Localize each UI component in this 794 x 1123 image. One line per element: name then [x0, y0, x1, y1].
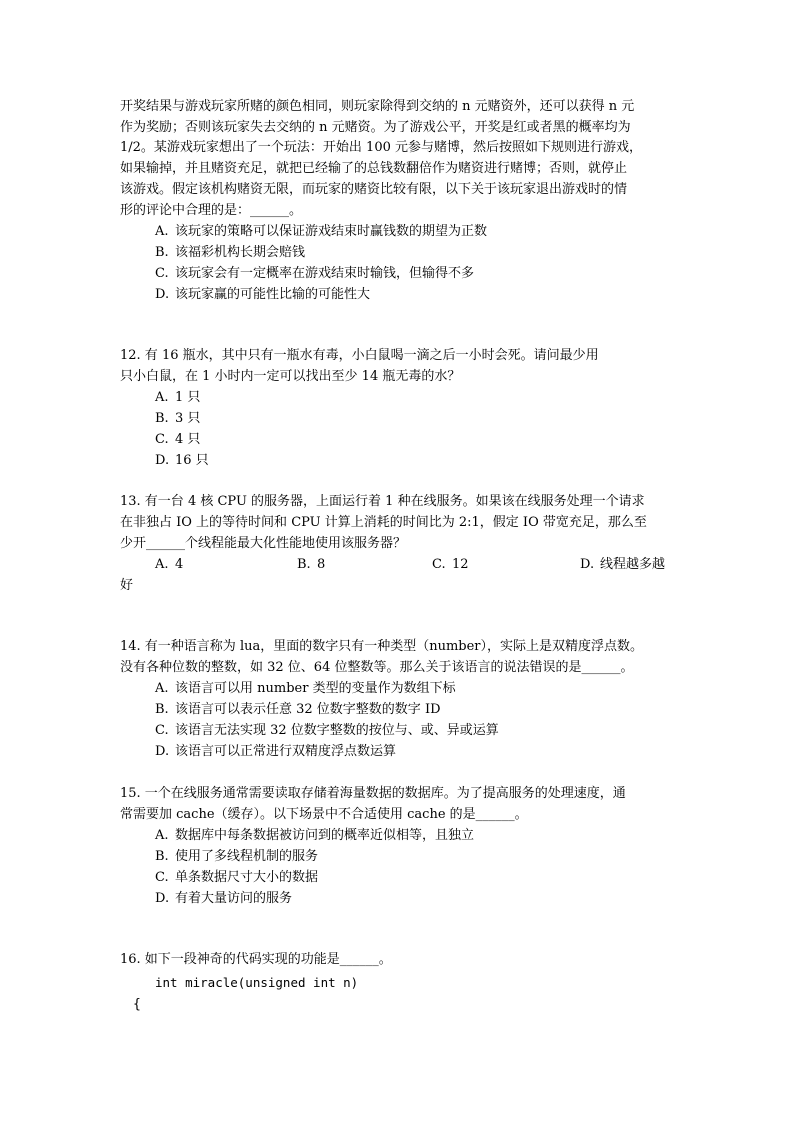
q11-option-d: D. 该玩家赢的可能性比输的可能性大	[155, 287, 371, 302]
q12-option-d: D. 16 只	[155, 453, 209, 468]
q14-option-b: B. 该语言可以表示任意 32 位数字整数的数字 ID	[155, 702, 441, 717]
q15-line-2: 常需要加 cache（缓存）。以下场景中不合适使用 cache 的是______。	[120, 807, 528, 822]
q13-option-d-wrap: 好	[120, 578, 134, 593]
q11-line-2: 作为奖励；否则该玩家失去交纳的 n 元赌资。为了游戏公平，开奖是红或者黑的概率均为	[120, 120, 631, 135]
q11-option-c: C. 该玩家会有一定概率在游戏结束时输钱，但输得不多	[155, 266, 475, 281]
q11-line-1: 开奖结果与游戏玩家所赌的颜色相同，则玩家除得到交纳的 n 元赌资外，还可以获得 n 元	[120, 99, 635, 114]
q13-option-d: D. 线程越多越	[580, 557, 666, 572]
q13-line-3: 少开______个线程能最大化性能地使用该服务器？	[120, 536, 407, 551]
q14-line-1: 14. 有一种语言称为 lua，里面的数字只有一种类型（number），实际上是双精度浮点数。	[120, 639, 644, 654]
q11-line-3: 1/2。某游戏玩家想出了一个玩法：开始出 100 元参与赌博，然后按照如下规则进行游戏，	[120, 140, 643, 155]
q12-option-a: A. 1 只	[155, 390, 201, 405]
q16-line-1: 16. 如下一段神奇的代码实现的功能是______。	[120, 952, 392, 967]
q15-option-d: D. 有着大量访问的服务	[155, 891, 293, 906]
q15-option-c: C. 单条数据尺寸大小的数据	[155, 870, 319, 885]
q11-line-6: 形的评论中合理的是：______。	[120, 203, 303, 218]
q12-line-1: 12. 有 16 瓶水，其中只有一瓶水有毒，小白鼠喝一滴之后一小时会死。请问最少用	[120, 348, 599, 363]
q14-option-d: D. 该语言可以正常进行双精度浮点数运算	[155, 744, 397, 759]
q15-line-1: 15. 一个在线服务通常需要读取存储着海量数据的数据库。为了提高服务的处理速度，通	[120, 786, 626, 801]
q14-option-c: C. 该语言无法实现 32 位数字整数的按位与、或、异或运算	[155, 723, 499, 738]
q13-option-b: B. 8	[297, 557, 326, 572]
q12-option-c: C. 4 只	[155, 432, 201, 447]
q14-line-2: 没有各种位数的整数，如 32 位、64 位整数等。那么关于该语言的说法错误的是______。	[120, 660, 634, 675]
q13-line-2: 在非独占 IO 上的等待时间和 CPU 计算上消耗的时间比为 2:1，假定 IO 带宽充足，那么至	[120, 515, 647, 530]
q13-option-a: A. 4	[155, 557, 184, 572]
q16-code-line-2: {	[133, 997, 141, 1012]
q13-option-c: C. 12	[432, 557, 469, 572]
q11-line-4: 如果输掉，并且赌资充足，就把已经输了的总钱数翻倍作为赌资进行赌博；否则，就停止	[120, 161, 628, 176]
q11-option-b: B. 该福彩机构长期会赔钱	[155, 245, 306, 260]
q15-option-b: B. 使用了多线程机制的服务	[155, 849, 319, 864]
q15-option-a: A. 数据库中每条数据被访问到的概率近似相等，且独立	[155, 828, 475, 843]
q14-option-a: A. 该语言可以用 number 类型的变量作为数组下标	[155, 681, 456, 696]
q11-option-a: A. 该玩家的策略可以保证游戏结束时赢钱数的期望为正数	[155, 224, 488, 239]
q12-line-2: 只小白鼠，在 1 小时内一定可以找出至少 14 瓶无毒的水？	[120, 369, 461, 384]
q13-line-1: 13. 有一台 4 核 CPU 的服务器，上面运行着 1 种在线服务。如果该在线服务处理一个请求	[120, 494, 645, 509]
q16-code-line-1: int miracle(unsigned int n)	[155, 975, 359, 990]
q11-line-5: 该游戏。假定该机构赌资无限，而玩家的赌资比较有限，以下关于该玩家退出游戏时的情	[120, 182, 628, 197]
q12-option-b: B. 3 只	[155, 411, 201, 426]
